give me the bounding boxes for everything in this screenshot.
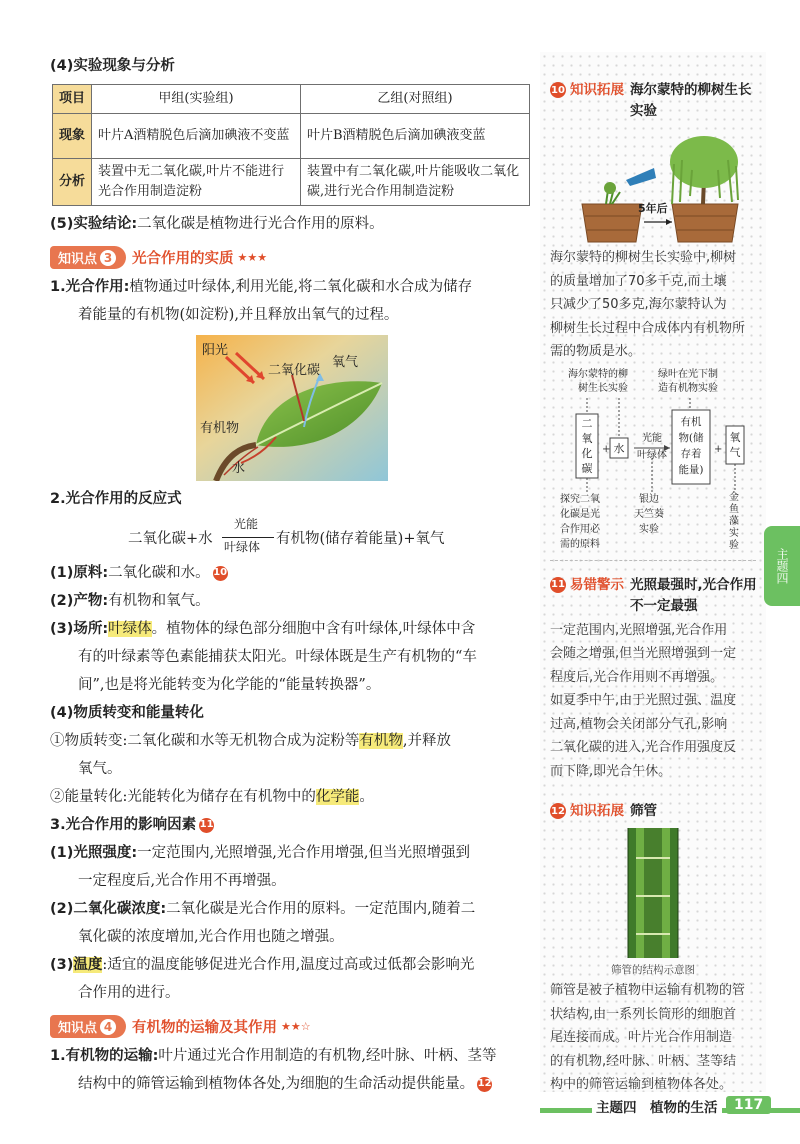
factor-text: 一定范围内,光照增强,光合作用增强,但当光照增强到 (137, 845, 470, 861)
body-line: 过高,植物会关闭部分气孔,影响 (550, 716, 728, 732)
factor-label: (3) (50, 957, 74, 973)
box-water: 水 (613, 441, 625, 455)
transport-line-1: 叶片通过光合作用制造的有机物,经叶脉、叶柄、茎等 (158, 1048, 497, 1064)
highlight: 温度 (73, 957, 103, 973)
item-text: 。植物体的绿色部分细胞中含有叶绿体,叶绿体中含 (151, 621, 476, 637)
box-tag: 知识拓展 (570, 82, 624, 98)
box-title: 海尔蒙特的柳树生长实验 (630, 82, 752, 119)
reaction-equation (50, 517, 530, 557)
diag-line: 需的原料 (560, 538, 600, 550)
body-line: 只减少了50多克,海尔蒙特认为 (550, 297, 727, 312)
label-sunlight: 阳光 (202, 343, 229, 358)
highlight: 化学能 (315, 789, 360, 805)
factor-co2 (50, 895, 530, 923)
body-line: 状结构,由一系列长筒形的细胞首 (550, 1006, 737, 1022)
body-line: 筛管是被子植物中运输有机物的管 (550, 983, 746, 998)
box-number: 11 (550, 577, 566, 593)
box-tag: 易错警示 (570, 576, 624, 593)
experiment-table (52, 84, 530, 206)
body-line: 一定范围内,光照增强,光合作用 (550, 622, 728, 638)
body-line: 需的物质是水。 (550, 344, 642, 359)
item-products (50, 587, 530, 615)
ref-marker: 10 (213, 566, 228, 581)
diag-line: 树生长实验 (578, 382, 628, 394)
item-conversion-title: (4)物质转变和能量转化 (50, 705, 204, 721)
factor-light (50, 839, 530, 867)
page-number: 117 (726, 1096, 771, 1114)
factor-label: (2)二氧化碳浓度: (50, 901, 167, 917)
diag-line: 天竺葵 (634, 508, 664, 520)
knowledge-point-3-header (50, 246, 267, 269)
char: 存着 (680, 447, 702, 460)
photosynthesis-figure (196, 335, 388, 481)
char: 验 (729, 539, 739, 551)
factors-heading: 3.光合作用的影响因素 (50, 817, 197, 833)
char: 藻 (729, 515, 739, 527)
table-row (53, 159, 530, 206)
row-label: 现象 (53, 114, 92, 159)
box-11-body (540, 619, 766, 784)
def-line-2: 着能量的有机物(如淀粉),并且释放出氧气的过程。 (78, 307, 399, 323)
factor-text: 二氧化碳是光合作用的原料。一定范围内,随着二 (166, 901, 476, 917)
chapter-tab[interactable]: 主题四 (764, 526, 800, 606)
equation-title: 2.光合作用的反应式 (50, 491, 182, 507)
body-line: 的质量增加了70多千克,而土壤 (550, 273, 727, 289)
eq-condition-light: 光能 (234, 517, 259, 531)
conclusion (50, 210, 530, 238)
diag-line: 合作用必 (560, 523, 600, 535)
box-12-header (550, 801, 760, 822)
figure-caption: 筛管的结构示意图 (611, 964, 695, 976)
photosynthesis-concept-diagram (540, 368, 766, 556)
ref-marker: 11 (199, 818, 214, 833)
char: 碳 (581, 461, 593, 475)
body-line: 二氧化碳的进入,光合作用强度反 (550, 740, 737, 755)
eq-condition-chloroplast: 叶绿体 (224, 540, 261, 554)
char: 有机 (680, 415, 702, 428)
char: 氧 (581, 431, 593, 445)
body-line: 如夏季中午,由于光照过强、温度 (550, 693, 737, 708)
box-12-body (540, 979, 766, 1097)
def-label: 1.光合作用: (50, 279, 130, 295)
char: 实 (729, 527, 739, 539)
diag-line: 海尔蒙特的柳 (568, 368, 628, 380)
table-cell: 装置中无二氧化碳,叶片不能进行光合作用制造淀粉 (92, 159, 301, 206)
item-raw-materials (50, 559, 530, 587)
organic-transport (50, 1042, 530, 1070)
diag-bottom-mid (634, 492, 664, 537)
char: 金 (729, 491, 739, 503)
item-matter-conversion (50, 727, 530, 755)
row-label: 分析 (53, 159, 92, 206)
factors-title (50, 811, 530, 839)
text-post: ,并释放 (402, 733, 451, 749)
table-header-group-a: 甲组(实验组) (92, 85, 301, 114)
char: 二 (581, 416, 593, 430)
willow-experiment-icon (550, 124, 760, 246)
badge-number: 4 (100, 1019, 116, 1035)
char: 氧 (729, 430, 741, 444)
table-cell: 叶片A酒精脱色后滴加碘液不变蓝 (92, 114, 301, 159)
eq-reactants: 二氧化碳+水 (128, 531, 213, 547)
def-line-1: 植物通过叶绿体,利用光能,将二氧化碳和水合成为储存 (129, 279, 473, 295)
page-footer (0, 1094, 800, 1124)
table-row (53, 114, 530, 159)
box-title: 光照最强时,光合作用不一定最强 (630, 576, 757, 614)
item-location (50, 615, 530, 643)
item-label: (3)场所: (50, 621, 109, 637)
text-pre: ①物质转变:二氧化碳和水等无机物合成为淀粉等 (50, 733, 360, 749)
svg-text:+: + (602, 443, 611, 455)
text-pre: ②能量转化:光能转化为储存在有机物中的 (50, 789, 316, 805)
body-line: 柳树生长过程中合成体内有机物所 (550, 320, 746, 336)
body-line: 构中的筛管运输到植物体各处。 (550, 1077, 733, 1092)
diag-bottom-right (729, 492, 739, 552)
factor-temperature (50, 951, 530, 979)
highlight: 有机物 (359, 733, 403, 749)
box-number: 12 (550, 803, 566, 819)
box-title: 筛管 (630, 803, 657, 819)
box-10-body (540, 246, 766, 364)
photosynthesis-definition (50, 273, 530, 301)
box-11-header (550, 575, 760, 617)
item-text-line-2: 有的叶绿素等色素能捕获太阳光。叶绿体既是生产有机物的“车 (78, 649, 477, 665)
five-years-label: 5年后 (638, 202, 668, 215)
factor-label: (1)光照强度: (50, 845, 138, 861)
sieve-tube-figure (540, 828, 766, 958)
box-number: 10 (550, 82, 566, 98)
table-header-group-b: 乙组(对照组) (301, 85, 530, 114)
star-rating: ★★☆ (281, 1020, 311, 1033)
knowledge-badge (50, 246, 126, 269)
badge-label: 知识点 (58, 252, 98, 267)
body-line: 尾连接而成。叶片光合作用制造 (550, 1030, 733, 1045)
body-line: 而下降,即光合午休。 (550, 763, 672, 779)
diag-line: 绿叶在光下制 (658, 368, 718, 380)
char: 能量) (678, 463, 704, 476)
footer-chapter: 主题四 植物的生活 (592, 1096, 722, 1116)
diag-top-right (658, 368, 718, 396)
divider (550, 560, 756, 561)
kp-title: 有机物的运输及其作用 (132, 1020, 278, 1036)
sidebar (540, 52, 766, 1092)
diag-line: 实验 (639, 523, 659, 535)
box-o2 (726, 430, 744, 460)
sieve-tube-illustration (540, 828, 766, 958)
char: 物(储 (678, 431, 704, 444)
factor-text-line-2: 合作用的进行。 (78, 985, 180, 1001)
star-rating: ★★★ (237, 251, 268, 264)
diag-line: 化碳是光 (560, 508, 600, 520)
factor-text: :适宜的温度能够促进光合作用,温度过高或过低都会影响光 (102, 957, 475, 973)
label-co2: 二氧化碳 (268, 363, 321, 378)
box-condition (634, 430, 670, 464)
diag-line: 探究二氧 (560, 493, 600, 505)
factor-text-line-2: 氧化碳的浓度增加,光合作用也随之增强。 (78, 929, 344, 945)
eq-products: 有机物(储存着能量)+氧气 (276, 531, 445, 547)
body-line: 的有机物,经叶脉、叶柄、茎等结 (550, 1053, 737, 1069)
kp-title: 光合作用的实质 (132, 251, 234, 267)
char: 光能 (642, 432, 662, 444)
body-line: 会随之增强,但当光照增强到一定 (550, 646, 737, 661)
highlight: 叶绿体 (108, 621, 152, 637)
char: 叶绿体 (637, 449, 667, 461)
box-organic (672, 414, 710, 478)
text-post: 。 (359, 789, 374, 805)
box-tag: 知识拓展 (570, 803, 624, 819)
item-text-line-2: 氧气。 (78, 761, 122, 777)
knowledge-badge (50, 1015, 126, 1038)
item-text: 有机物和氧气。 (108, 593, 210, 609)
section-4-title: (4)实验现象与分析 (50, 58, 175, 74)
main-column (50, 52, 530, 1098)
char: 鱼 (729, 503, 739, 515)
label-oxygen: 氧气 (332, 355, 359, 370)
item-label: (2)产物: (50, 593, 109, 609)
box-co2 (576, 416, 598, 476)
knowledge-point-4-header (50, 1015, 311, 1038)
body-line: 海尔蒙特的柳树生长实验中,柳树 (550, 250, 737, 265)
char: 气 (729, 445, 741, 459)
table-cell: 叶片B酒精脱色后滴加碘液变蓝 (301, 114, 530, 159)
item-text-line-3: 间”,也是将光能转变为化学能的“能量转换器”。 (78, 677, 381, 693)
transport-label: 1.有机物的运输: (50, 1048, 159, 1064)
label-organic: 有机物 (200, 421, 240, 436)
box-10-header (550, 80, 760, 122)
diag-line: 银边 (639, 493, 659, 505)
ref-marker: 12 (477, 1077, 492, 1092)
conclusion-text: 二氧化碳是植物进行光合作用的原料。 (137, 216, 384, 232)
svg-text:+: + (714, 443, 723, 455)
diag-top-left (568, 368, 628, 396)
table-header-project: 项目 (53, 85, 92, 114)
diag-line: 造有机物实验 (658, 382, 718, 394)
label-water: 水 (232, 461, 246, 476)
conclusion-label: (5)实验结论: (50, 216, 138, 232)
diag-bottom-left (560, 492, 600, 552)
badge-label: 知识点 (58, 1021, 98, 1036)
item-text: 二氧化碳和水。 (108, 565, 210, 581)
body-line: 程度后,光合作用则不再增强。 (550, 669, 724, 685)
transport-line-2: 结构中的筛管运输到植物体各处,为细胞的生命活动提供能量。 (78, 1076, 475, 1092)
badge-number: 3 (100, 250, 116, 266)
factor-text-line-2: 一定程度后,光合作用不再增强。 (78, 873, 286, 889)
table-cell: 装置中有二氧化碳,叶片能吸收二氧化碳,进行光合作用制造淀粉 (301, 159, 530, 206)
item-energy-conversion (50, 783, 530, 811)
char: 化 (581, 446, 593, 460)
item-label: (1)原料: (50, 565, 109, 581)
willow-illustration (550, 124, 766, 246)
